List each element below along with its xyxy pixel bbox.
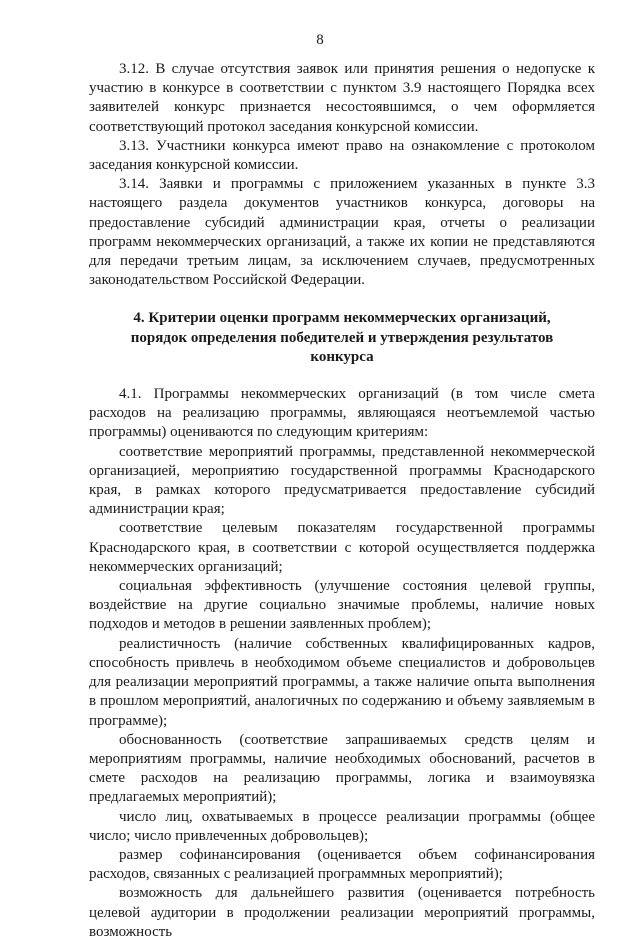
paragraph-3-14: 3.14. Заявки и программы с приложением указанных в пункте 3.3 настоящего раздела документов участников конкурса, договоры на предоставление субсидий администрации края, отчеты о реализации программ некоммерческих организаций, а также их копии не представляются для передачи третьим лицам, за исключением случаев, предусмотренных законодательством Российской Федерации. <box>89 176 595 289</box>
section-heading-line: порядок определения победителей и утверждения результатов <box>130 329 554 346</box>
criterion-item: размер софинансирования (оценивается объем софинансирования расходов, связанных с реализацией программных мероприятий); <box>89 846 595 883</box>
paragraph-3-12: 3.12. В случае отсутствия заявок или принятия решения о недопуске к участию в конкурсе в соответствии с пунктом 3.9 настоящего Порядка всех заявителей конкурс признается несостоявшимся, о чем оформляется соответствующий протокол заседания конкурсной комиссии. <box>89 61 595 135</box>
section-heading-line: 4. Критерии оценки программ некоммерческих организаций, <box>133 310 551 327</box>
document-body <box>89 60 595 942</box>
paragraph-3-13: 3.13. Участники конкурса имеют право на ознакомление с протоколом заседания конкурсной комиссии. <box>89 137 595 174</box>
criterion-item: соответствие мероприятий программы, представленной некоммерческой организацией, мероприятию государственной программы Краснодарского края, в рамках которого предусматривается предоставление субсидий администрации края; <box>89 443 595 518</box>
criterion-item: соответствие целевым показателям государственной программы Краснодарского края, в соответствии с которой осуществляется поддержка некоммерческих организаций; <box>89 520 595 575</box>
criterion-item: число лиц, охватываемых в процессе реализации программы (общее число; число привлеченных добровольцев); <box>89 808 595 844</box>
criterion-item: реалистичность (наличие собственных квалифицированных кадров, способность привлечь в необходимом объеме специалистов и добровольцев для реализации мероприятий программы, а также наличие опыта выполнения в прошлом мероприятий, аналогичных по содержанию и объему заявляемым в программе); <box>89 635 595 729</box>
criterion-item: обоснованность (соответствие запрашиваемых средств целям и мероприятиям программы, наличие необходимых обоснований, расчетов в смете расходов на реализацию программы, логика и взаимоувязка предлагаемых мероприятий); <box>89 731 595 806</box>
page-number: 8 <box>316 32 324 48</box>
criterion-item: социальная эффективность (улучшение состояния целевой группы, воздействие на другие социально значимые проблемы, наличие новых подходов и методов в решении заявленных проблем); <box>89 578 595 633</box>
paragraph-4-1: 4.1. Программы некоммерческих организаций (в том числе смета расходов на реализацию программы, являющаяся неотъемлемой частью программы) оцениваются по следующим критериям: <box>89 386 595 441</box>
section-heading-line: конкурса <box>310 348 374 365</box>
section-heading <box>89 309 595 367</box>
criterion-item: возможность для дальнейшего развития (оценивается потребность целевой аудитории в продолжении реализации мероприятий программы, возможность <box>89 885 595 940</box>
